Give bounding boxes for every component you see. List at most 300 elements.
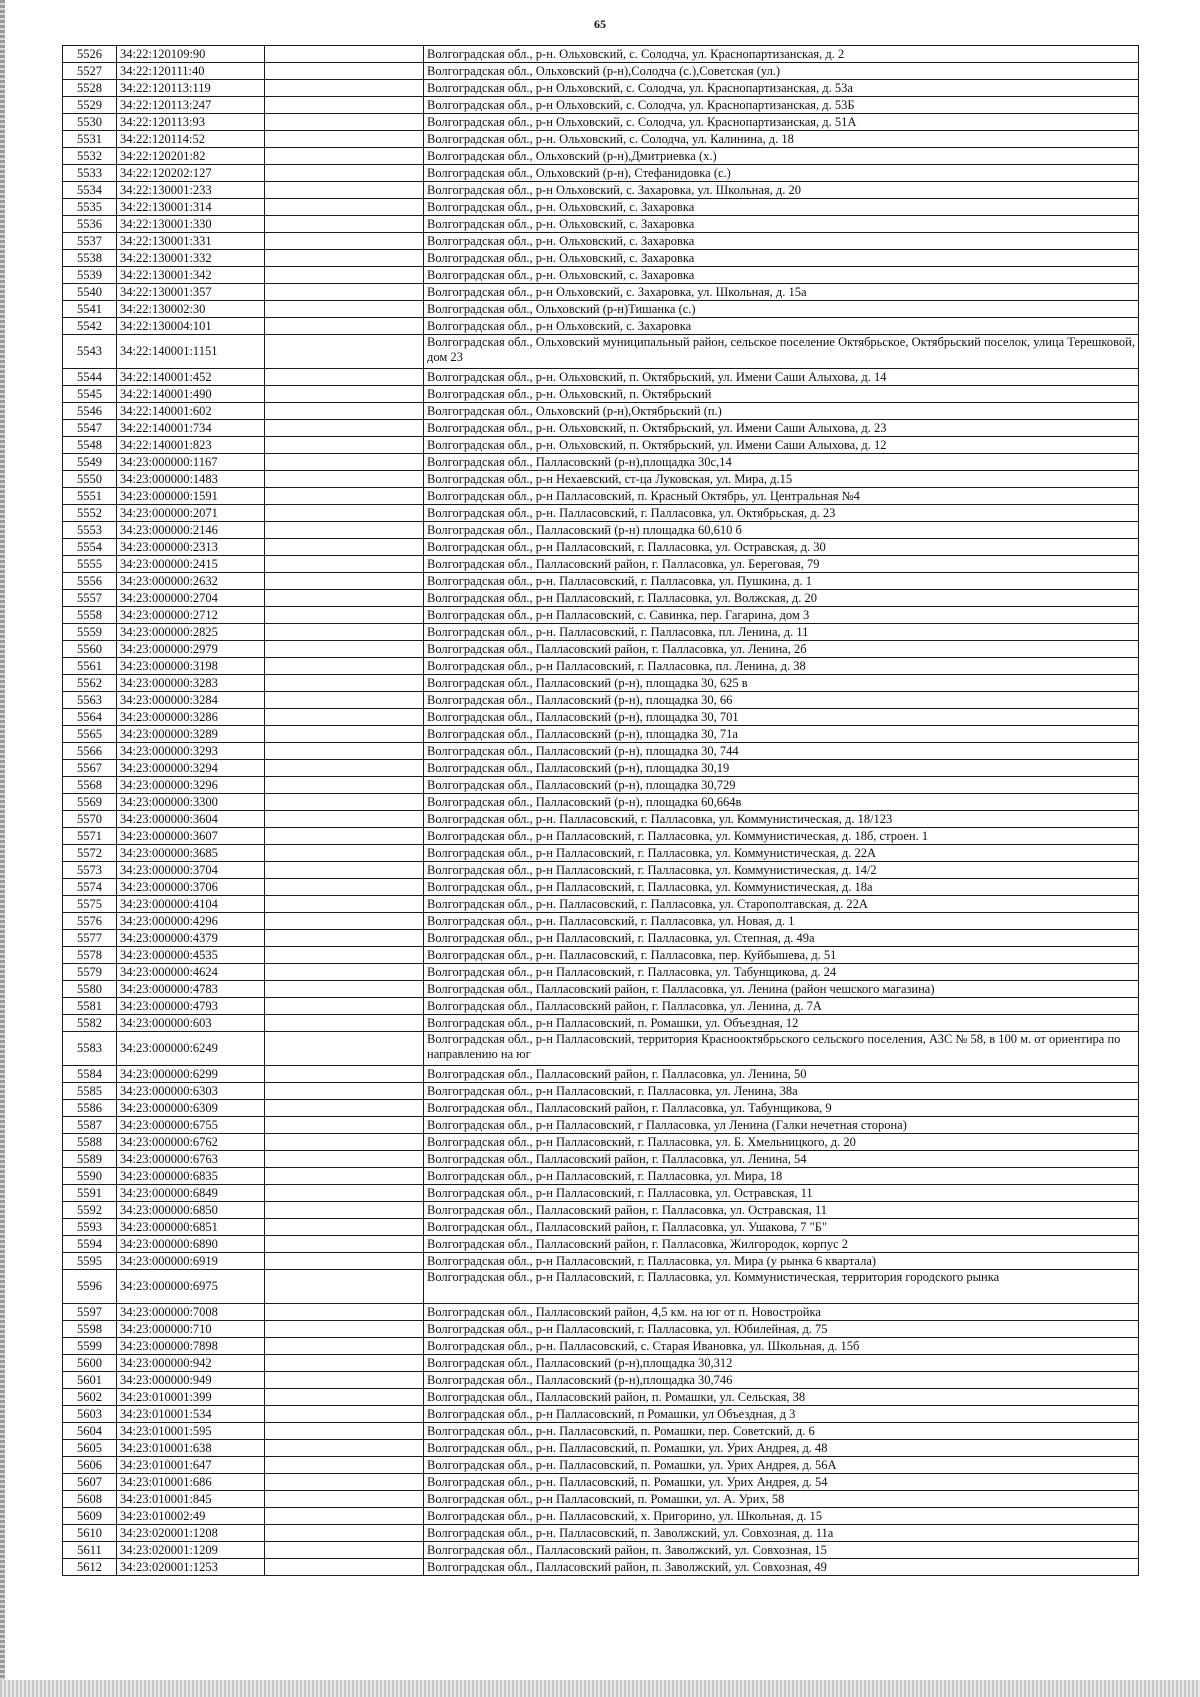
address-cell: Волгоградская обл., р-н. Ольховский, п. Октябрьский, ул. Имени Саши Алыхова, д. 14 — [424, 369, 1139, 386]
empty-cell — [265, 1423, 424, 1440]
table-row — [63, 539, 1139, 556]
table-row — [63, 1083, 1139, 1100]
table-row — [63, 556, 1139, 573]
address-cell: Волгоградская обл., Палласовский (р-н), площадка 30, 625 в — [424, 675, 1139, 692]
cadastral-number-cell: 34:22:120114:52 — [117, 131, 265, 148]
empty-cell — [265, 1066, 424, 1083]
empty-cell — [265, 573, 424, 590]
address-cell: Волгоградская обл., Палласовский (р-н), площадка 30, 71а — [424, 726, 1139, 743]
table-row — [63, 284, 1139, 301]
row-number-cell: 5605 — [63, 1440, 117, 1457]
table-row — [63, 1304, 1139, 1321]
empty-cell — [265, 1508, 424, 1525]
table-row — [63, 590, 1139, 607]
row-number-cell: 5583 — [63, 1032, 117, 1066]
cadastral-number-cell: 34:23:000000:3289 — [117, 726, 265, 743]
cadastral-number-cell: 34:22:140001:602 — [117, 403, 265, 420]
table-row — [63, 1491, 1139, 1508]
row-number-cell: 5592 — [63, 1202, 117, 1219]
row-number-cell: 5612 — [63, 1559, 117, 1576]
row-number-cell: 5567 — [63, 760, 117, 777]
address-cell: Волгоградская обл., Палласовский район, г. Палласовка, ул. Ленина, д. 7А — [424, 998, 1139, 1015]
row-number-cell: 5557 — [63, 590, 117, 607]
table-row — [63, 1270, 1139, 1304]
cadastral-number-cell: 34:22:130004:101 — [117, 318, 265, 335]
empty-cell — [265, 1151, 424, 1168]
address-cell: Волгоградская обл., Ольховский (р-н)Тишанка (с.) — [424, 301, 1139, 318]
cadastral-number-cell: 34:23:000000:3294 — [117, 760, 265, 777]
table-row — [63, 233, 1139, 250]
empty-cell — [265, 1525, 424, 1542]
table-row — [63, 148, 1139, 165]
empty-cell — [265, 1100, 424, 1117]
cadastral-number-cell: 34:23:000000:4379 — [117, 930, 265, 947]
row-number-cell: 5544 — [63, 369, 117, 386]
empty-cell — [265, 369, 424, 386]
row-number-cell: 5571 — [63, 828, 117, 845]
table-row — [63, 1168, 1139, 1185]
table-row — [63, 964, 1139, 981]
address-cell: Волгоградская обл., р-н. Палласовский, п. Заволжский, ул. Совхозная, д. 11а — [424, 1525, 1139, 1542]
empty-cell — [265, 964, 424, 981]
empty-cell — [265, 998, 424, 1015]
address-cell: Волгоградская обл., р-н Палласовский, г. Палласовка, ул. Табунщикова, д. 24 — [424, 964, 1139, 981]
cadastral-number-cell: 34:23:000000:4296 — [117, 913, 265, 930]
table-row — [63, 692, 1139, 709]
empty-cell — [265, 454, 424, 471]
table-row — [63, 369, 1139, 386]
empty-cell — [265, 590, 424, 607]
empty-cell — [265, 1270, 424, 1304]
table-row — [63, 1253, 1139, 1270]
row-number-cell: 5552 — [63, 505, 117, 522]
cadastral-number-cell: 34:23:000000:2979 — [117, 641, 265, 658]
row-number-cell: 5574 — [63, 879, 117, 896]
table-row — [63, 743, 1139, 760]
cadastral-number-cell: 34:23:020001:1209 — [117, 1542, 265, 1559]
row-number-cell: 5579 — [63, 964, 117, 981]
empty-cell — [265, 1372, 424, 1389]
empty-cell — [265, 386, 424, 403]
table-row — [63, 505, 1139, 522]
row-number-cell: 5601 — [63, 1372, 117, 1389]
row-number-cell: 5590 — [63, 1168, 117, 1185]
cadastral-number-cell: 34:22:120113:93 — [117, 114, 265, 131]
row-number-cell: 5591 — [63, 1185, 117, 1202]
address-cell: Волгоградская обл., Палласовский (р-н) площадка 60,610 б — [424, 522, 1139, 539]
address-cell: Волгоградская обл., Палласовский (р-н), площадка 30, 744 — [424, 743, 1139, 760]
address-cell: Волгоградская обл., Палласовский район, г. Палласовка, ул. Табунщикова, 9 — [424, 1100, 1139, 1117]
table-row — [63, 726, 1139, 743]
address-cell: Волгоградская обл., Палласовский (р-н), площадка 60,664в — [424, 794, 1139, 811]
address-cell: Волгоградская обл., Палласовский (р-н), площадка 30,19 — [424, 760, 1139, 777]
cadastral-number-cell: 34:22:130002:30 — [117, 301, 265, 318]
row-number-cell: 5553 — [63, 522, 117, 539]
table-row — [63, 709, 1139, 726]
row-number-cell: 5555 — [63, 556, 117, 573]
cadastral-number-cell: 34:23:010001:686 — [117, 1474, 265, 1491]
cadastral-number-cell: 34:22:140001:823 — [117, 437, 265, 454]
address-cell: Волгоградская обл., Палласовский (р-н), площадка 30,729 — [424, 777, 1139, 794]
table-row — [63, 1066, 1139, 1083]
cadastral-number-cell: 34:23:000000:949 — [117, 1372, 265, 1389]
empty-cell — [265, 420, 424, 437]
empty-cell — [265, 556, 424, 573]
row-number-cell: 5600 — [63, 1355, 117, 1372]
address-cell: Волгоградская обл., р-н. Ольховский, с. Захаровка — [424, 250, 1139, 267]
empty-cell — [265, 284, 424, 301]
cadastral-number-cell: 34:23:000000:3293 — [117, 743, 265, 760]
address-cell: Волгоградская обл., р-н. Ольховский, с. Захаровка — [424, 267, 1139, 284]
row-number-cell: 5582 — [63, 1015, 117, 1032]
row-number-cell: 5529 — [63, 97, 117, 114]
row-number-cell: 5607 — [63, 1474, 117, 1491]
row-number-cell: 5609 — [63, 1508, 117, 1525]
row-number-cell: 5547 — [63, 420, 117, 437]
address-cell: Волгоградская обл., р-н Палласовский, с. Савинка, пер. Гагарина, дом 3 — [424, 607, 1139, 624]
table-row — [63, 114, 1139, 131]
empty-cell — [265, 403, 424, 420]
address-cell: Волгоградская обл., р-н Палласовский, г. Палласовка, ул. Остравская, 11 — [424, 1185, 1139, 1202]
cadastral-number-cell: 34:23:000000:3283 — [117, 675, 265, 692]
empty-cell — [265, 522, 424, 539]
empty-cell — [265, 709, 424, 726]
address-cell: Волгоградская обл., Палласовский район, г. Палласовка, ул. Ленина (район чешского магазина) — [424, 981, 1139, 998]
cadastral-number-cell: 34:23:000000:2704 — [117, 590, 265, 607]
empty-cell — [265, 1355, 424, 1372]
table-row — [63, 1457, 1139, 1474]
row-number-cell: 5606 — [63, 1457, 117, 1474]
cadastral-number-cell: 34:22:120113:247 — [117, 97, 265, 114]
table-row — [63, 301, 1139, 318]
address-cell: Волгоградская обл., р-н Палласовский, г. Палласовка, ул. Волжская, д. 20 — [424, 590, 1139, 607]
cadastral-number-cell: 34:23:000000:6975 — [117, 1270, 265, 1304]
address-cell: Волгоградская обл., р-н. Палласовский, п. Ромашки, ул. Урих Андрея, д. 48 — [424, 1440, 1139, 1457]
page-number: 65 — [594, 17, 606, 31]
address-cell: Волгоградская обл., Палласовский (р-н), площадка 30, 66 — [424, 692, 1139, 709]
cadastral-number-cell: 34:23:000000:4535 — [117, 947, 265, 964]
address-cell: Волгоградская обл., р-н Нехаевский, ст-ца Луковская, ул. Мира, д.15 — [424, 471, 1139, 488]
empty-cell — [265, 930, 424, 947]
empty-cell — [265, 743, 424, 760]
address-cell: Волгоградская обл., Палласовский (р-н), площадка 30, 701 — [424, 709, 1139, 726]
table-row — [63, 454, 1139, 471]
address-cell: Волгоградская обл., р-н. Ольховский, с. Солодча, ул. Калинина, д. 18 — [424, 131, 1139, 148]
address-cell: Волгоградская обл., р-н. Палласовский, г. Палласовка, ул. Пушкина, д. 1 — [424, 573, 1139, 590]
row-number-cell: 5560 — [63, 641, 117, 658]
empty-cell — [265, 335, 424, 369]
row-number-cell: 5526 — [63, 46, 117, 63]
cadastral-number-cell: 34:23:000000:2146 — [117, 522, 265, 539]
table-row — [63, 913, 1139, 930]
table-row — [63, 998, 1139, 1015]
row-number-cell: 5570 — [63, 811, 117, 828]
cadastral-number-cell: 34:23:000000:6851 — [117, 1219, 265, 1236]
table-row — [63, 1185, 1139, 1202]
row-number-cell: 5569 — [63, 794, 117, 811]
table-row — [63, 947, 1139, 964]
cadastral-number-cell: 34:23:010001:638 — [117, 1440, 265, 1457]
row-number-cell: 5546 — [63, 403, 117, 420]
table-row — [63, 896, 1139, 913]
empty-cell — [265, 658, 424, 675]
address-cell: Волгоградская обл., Палласовский район, г. Палласовка, ул. Ленина, 2б — [424, 641, 1139, 658]
row-number-cell: 5608 — [63, 1491, 117, 1508]
address-cell: Волгоградская обл., р-н Палласовский, г Палласовка, ул Ленина (Галки нечетная сторона) — [424, 1117, 1139, 1134]
address-cell: Волгоградская обл., р-н. Палласовский, п. Ромашки, пер. Советский, д. 6 — [424, 1423, 1139, 1440]
address-cell: Волгоградская обл., р-н Ольховский, с. Захаровка — [424, 318, 1139, 335]
empty-cell — [265, 97, 424, 114]
address-cell: Волгоградская обл., р-н Ольховский, с. Захаровка, ул. Школьная, д. 20 — [424, 182, 1139, 199]
row-number-cell: 5598 — [63, 1321, 117, 1338]
empty-cell — [265, 182, 424, 199]
table-row — [63, 658, 1139, 675]
empty-cell — [265, 80, 424, 97]
row-number-cell: 5528 — [63, 80, 117, 97]
row-number-cell: 5556 — [63, 573, 117, 590]
empty-cell — [265, 1219, 424, 1236]
cadastral-number-cell: 34:22:140001:734 — [117, 420, 265, 437]
cadastral-number-cell: 34:23:020001:1253 — [117, 1559, 265, 1576]
address-cell: Волгоградская обл., р-н. Ольховский, с. Захаровка — [424, 216, 1139, 233]
cadastral-number-cell: 34:22:130001:330 — [117, 216, 265, 233]
row-number-cell: 5564 — [63, 709, 117, 726]
cadastral-number-cell: 34:23:000000:2071 — [117, 505, 265, 522]
empty-cell — [265, 318, 424, 335]
row-number-cell: 5563 — [63, 692, 117, 709]
table-row — [63, 199, 1139, 216]
empty-cell — [265, 233, 424, 250]
row-number-cell: 5543 — [63, 335, 117, 369]
cadastral-number-cell: 34:23:000000:6762 — [117, 1134, 265, 1151]
empty-cell — [265, 947, 424, 964]
address-cell: Волгоградская обл., р-н Палласовский, г. Палласовка, ул. Коммунистическая, д. 18б, строен. 1 — [424, 828, 1139, 845]
row-number-cell: 5565 — [63, 726, 117, 743]
table-row — [63, 777, 1139, 794]
address-cell: Волгоградская обл., р-н Палласовский, г. Палласовка, пл. Ленина, д. 38 — [424, 658, 1139, 675]
address-cell: Волгоградская обл., Палласовский район, г. Палласовка, ул. Ленина, 54 — [424, 1151, 1139, 1168]
table-row — [63, 794, 1139, 811]
empty-cell — [265, 845, 424, 862]
row-number-cell: 5530 — [63, 114, 117, 131]
row-number-cell: 5550 — [63, 471, 117, 488]
address-cell: Волгоградская обл., Палласовский (р-н),площадка 30,746 — [424, 1372, 1139, 1389]
row-number-cell: 5537 — [63, 233, 117, 250]
table-row — [63, 1423, 1139, 1440]
table-row — [63, 879, 1139, 896]
row-number-cell: 5602 — [63, 1389, 117, 1406]
address-cell: Волгоградская обл., р-н Палласовский, г. Палласовка, ул. Ленина, 38а — [424, 1083, 1139, 1100]
table-row — [63, 1508, 1139, 1525]
row-number-cell: 5595 — [63, 1253, 117, 1270]
empty-cell — [265, 641, 424, 658]
empty-cell — [265, 692, 424, 709]
cadastral-number-cell: 34:23:000000:6849 — [117, 1185, 265, 1202]
cadastral-number-cell: 34:22:140001:1151 — [117, 335, 265, 369]
cadastral-number-cell: 34:23:000000:6890 — [117, 1236, 265, 1253]
row-number-cell: 5599 — [63, 1338, 117, 1355]
empty-cell — [265, 1321, 424, 1338]
cadastral-number-cell: 34:23:010002:49 — [117, 1508, 265, 1525]
cadastral-number-cell: 34:22:140001:452 — [117, 369, 265, 386]
registry-body — [63, 46, 1139, 1576]
cadastral-number-cell: 34:23:000000:2632 — [117, 573, 265, 590]
table-row — [63, 1372, 1139, 1389]
cadastral-number-cell: 34:23:000000:3607 — [117, 828, 265, 845]
row-number-cell: 5603 — [63, 1406, 117, 1423]
cadastral-number-cell: 34:23:000000:3685 — [117, 845, 265, 862]
row-number-cell: 5548 — [63, 437, 117, 454]
empty-cell — [265, 250, 424, 267]
address-cell: Волгоградская обл., р-н Палласовский, г. Палласовка, ул. Степная, д. 49а — [424, 930, 1139, 947]
cadastral-number-cell: 34:23:000000:6249 — [117, 1032, 265, 1066]
scan-edge-left — [0, 0, 5, 1697]
table-row — [63, 403, 1139, 420]
address-cell: Волгоградская обл., р-н Палласовский, г. Палласовка, ул. Мира (у рынка 6 квартала) — [424, 1253, 1139, 1270]
address-cell: Волгоградская обл., Палласовский район, п. Заволжский, ул. Совхозная, 49 — [424, 1559, 1139, 1576]
row-number-cell: 5545 — [63, 386, 117, 403]
cadastral-number-cell: 34:23:000000:4783 — [117, 981, 265, 998]
address-cell: Волгоградская обл., р-н. Палласовский, с. Старая Ивановка, ул. Школьная, д. 15б — [424, 1338, 1139, 1355]
address-cell: Волгоградская обл., р-н Палласовский, г. Палласовка, ул. Юбилейная, д. 75 — [424, 1321, 1139, 1338]
cadastral-number-cell: 34:23:000000:3704 — [117, 862, 265, 879]
address-cell: Волгоградская обл., р-н. Палласовский, х. Пригорино, ул. Школьная, д. 15 — [424, 1508, 1139, 1525]
cadastral-number-cell: 34:23:000000:4793 — [117, 998, 265, 1015]
cadastral-number-cell: 34:23:010001:595 — [117, 1423, 265, 1440]
address-cell: Волгоградская обл., Ольховский (р-н),Солодча (с.),Советская (ул.) — [424, 63, 1139, 80]
table-row — [63, 1559, 1139, 1576]
table-row — [63, 1015, 1139, 1032]
empty-cell — [265, 1015, 424, 1032]
cadastral-number-cell: 34:23:020001:1208 — [117, 1525, 265, 1542]
empty-cell — [265, 1236, 424, 1253]
row-number-cell: 5549 — [63, 454, 117, 471]
cadastral-number-cell: 34:23:010001:647 — [117, 1457, 265, 1474]
address-cell: Волгоградская обл., р-н. Ольховский, п. Октябрьский, ул. Имени Саши Алыхова, д. 23 — [424, 420, 1139, 437]
row-number-cell: 5540 — [63, 284, 117, 301]
cadastral-number-cell: 34:22:120113:119 — [117, 80, 265, 97]
table-row — [63, 845, 1139, 862]
empty-cell — [265, 505, 424, 522]
address-cell: Волгоградская обл., р-н. Палласовский, г. Палласовка, ул. Старополтавская, д. 22А — [424, 896, 1139, 913]
row-number-cell: 5594 — [63, 1236, 117, 1253]
table-row — [63, 675, 1139, 692]
cadastral-number-cell: 34:23:000000:6835 — [117, 1168, 265, 1185]
empty-cell — [265, 437, 424, 454]
cadastral-number-cell: 34:22:130001:233 — [117, 182, 265, 199]
table-row — [63, 624, 1139, 641]
table-row — [63, 386, 1139, 403]
row-number-cell: 5566 — [63, 743, 117, 760]
cadastral-number-cell: 34:23:000000:2313 — [117, 539, 265, 556]
address-cell: Волгоградская обл., р-н Палласовский, г. Палласовка, ул. Коммунистическая, д. 22А — [424, 845, 1139, 862]
address-cell: Волгоградская обл., р-н. Палласовский, г. Палласовка, ул. Октябрьская, д. 23 — [424, 505, 1139, 522]
address-cell: Волгоградская обл., Ольховский муниципальный район, сельское поселение Октябрьское, Октябрьский поселок, улица Терешковой, дом 23 — [424, 335, 1139, 369]
cadastral-number-cell: 34:22:120201:82 — [117, 148, 265, 165]
empty-cell — [265, 1338, 424, 1355]
cadastral-number-cell: 34:23:010001:399 — [117, 1389, 265, 1406]
address-cell: Волгоградская обл., р-н Палласовский, п Ромашки, ул Объездная, д 3 — [424, 1406, 1139, 1423]
cadastral-number-cell: 34:23:000000:6299 — [117, 1066, 265, 1083]
row-number-cell: 5542 — [63, 318, 117, 335]
table-row — [63, 488, 1139, 505]
row-number-cell: 5578 — [63, 947, 117, 964]
empty-cell — [265, 1457, 424, 1474]
address-cell: Волгоградская обл., р-н. Палласовский, п. Ромашки, ул. Урих Андрея, д. 54 — [424, 1474, 1139, 1491]
table-row — [63, 641, 1139, 658]
row-number-cell: 5536 — [63, 216, 117, 233]
cadastral-number-cell: 34:23:000000:6309 — [117, 1100, 265, 1117]
row-number-cell: 5561 — [63, 658, 117, 675]
empty-cell — [265, 1559, 424, 1576]
cadastral-number-cell: 34:23:000000:6919 — [117, 1253, 265, 1270]
address-cell: Волгоградская обл., р-н Палласовский, п. Ромашки, ул. А. Урих, 58 — [424, 1491, 1139, 1508]
row-number-cell: 5577 — [63, 930, 117, 947]
table-row — [63, 471, 1139, 488]
empty-cell — [265, 1185, 424, 1202]
empty-cell — [265, 267, 424, 284]
address-cell: Волгоградская обл., р-н Палласовский, г. Палласовка, ул. Коммунистическая, д. 18а — [424, 879, 1139, 896]
row-number-cell: 5588 — [63, 1134, 117, 1151]
table-row — [63, 131, 1139, 148]
empty-cell — [265, 862, 424, 879]
empty-cell — [265, 726, 424, 743]
empty-cell — [265, 1474, 424, 1491]
address-cell: Волгоградская обл., Палласовский район, г. Палласовка, Жилгородок, корпус 2 — [424, 1236, 1139, 1253]
cadastral-number-cell: 34:23:000000:3604 — [117, 811, 265, 828]
table-row — [63, 1032, 1139, 1066]
row-number-cell: 5581 — [63, 998, 117, 1015]
table-row — [63, 522, 1139, 539]
address-cell: Волгоградская обл., р-н Палласовский, г. Палласовка, ул. Коммунистическая, д. 14/2 — [424, 862, 1139, 879]
empty-cell — [265, 1202, 424, 1219]
table-row — [63, 1338, 1139, 1355]
address-cell: Волгоградская обл., р-н Палласовский, г. Палласовка, ул. Коммунистическая, территория городского рынка — [424, 1270, 1139, 1304]
empty-cell — [265, 1304, 424, 1321]
empty-cell — [265, 1168, 424, 1185]
table-row — [63, 335, 1139, 369]
address-cell: Волгоградская обл., р-н Палласовский, территория Краснооктябрьского сельского поселения, АЗС № 58, в 100 м. от ориентира по направлению на юг — [424, 1032, 1139, 1066]
row-number-cell: 5562 — [63, 675, 117, 692]
address-cell: Волгоградская обл., р-н Палласовский, п. Красный Октябрь, ул. Центральная №4 — [424, 488, 1139, 505]
address-cell: Волгоградская обл., р-н. Ольховский, с. Солодча, ул. Краснопартизанская, д. 2 — [424, 46, 1139, 63]
cadastral-number-cell: 34:23:000000:2415 — [117, 556, 265, 573]
table-row — [63, 1355, 1139, 1372]
empty-cell — [265, 46, 424, 63]
row-number-cell: 5559 — [63, 624, 117, 641]
table-row — [63, 46, 1139, 63]
table-row — [63, 216, 1139, 233]
address-cell: Волгоградская обл., р-н Ольховский, с. Солодча, ул. Краснопартизанская, д. 51А — [424, 114, 1139, 131]
table-row — [63, 165, 1139, 182]
address-cell: Волгоградская обл., р-н Палласовский, г. Палласовка, ул. Остравская, д. 30 — [424, 539, 1139, 556]
row-number-cell: 5586 — [63, 1100, 117, 1117]
empty-cell — [265, 981, 424, 998]
empty-cell — [265, 913, 424, 930]
table-row — [63, 318, 1139, 335]
address-cell: Волгоградская обл., р-н Палласовский, г. Палласовка, ул. Б. Хмельницкого, д. 20 — [424, 1134, 1139, 1151]
cadastral-number-cell: 34:23:000000:1591 — [117, 488, 265, 505]
address-cell: Волгоградская обл., Палласовский район, г. Палласовка, ул. Ленина, 50 — [424, 1066, 1139, 1083]
row-number-cell: 5541 — [63, 301, 117, 318]
address-cell: Волгоградская обл., р-н Ольховский, с. Солодча, ул. Краснопартизанская, д. 53Б — [424, 97, 1139, 114]
empty-cell — [265, 199, 424, 216]
table-row — [63, 97, 1139, 114]
cadastral-number-cell: 34:22:130001:332 — [117, 250, 265, 267]
empty-cell — [265, 1083, 424, 1100]
row-number-cell: 5576 — [63, 913, 117, 930]
address-cell: Волгоградская обл., Палласовский (р-н),площадка 30,312 — [424, 1355, 1139, 1372]
